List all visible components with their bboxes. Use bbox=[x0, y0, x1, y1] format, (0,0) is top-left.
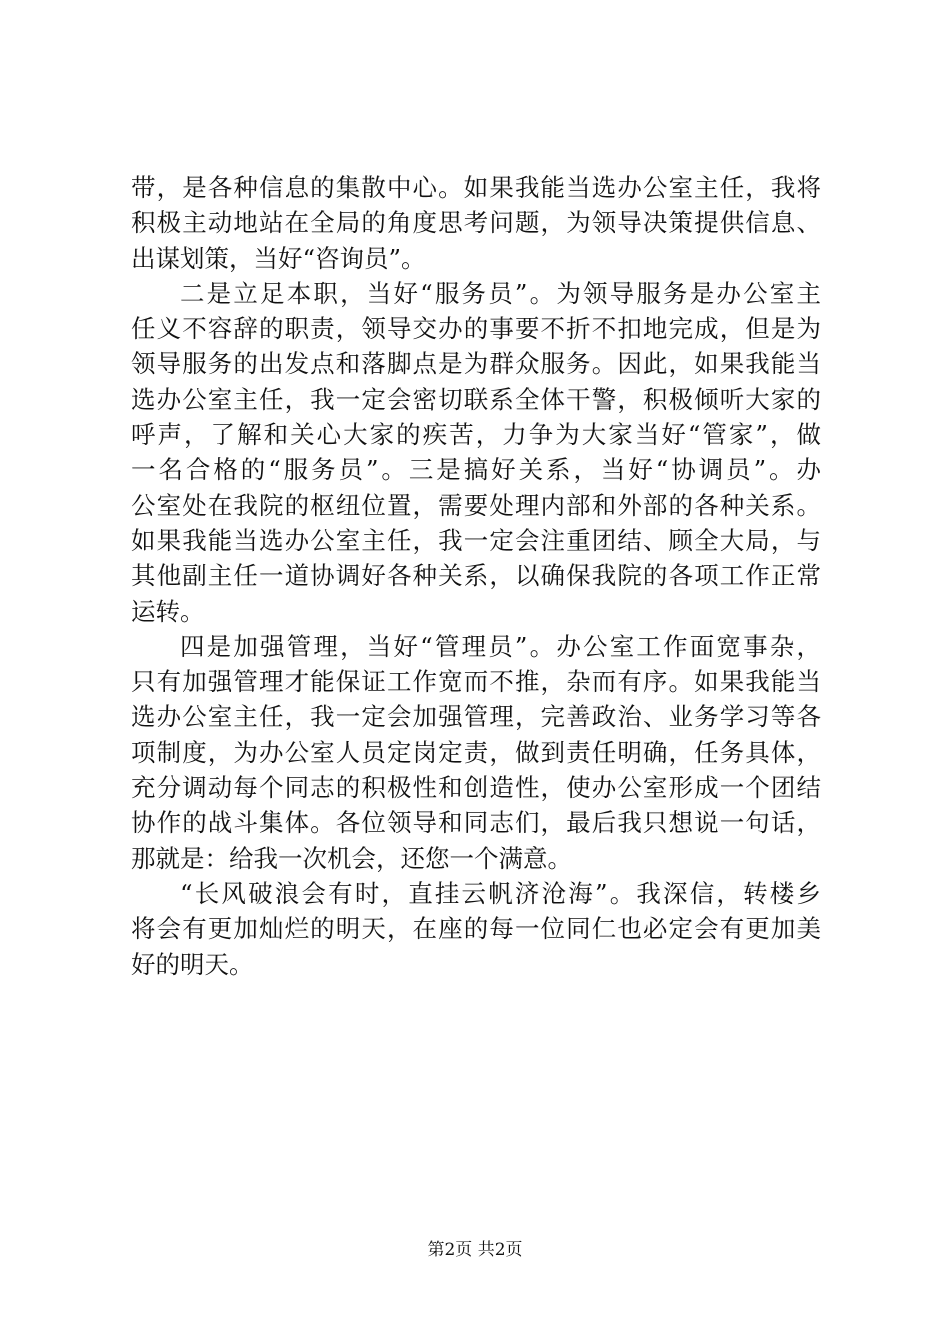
text-line: 项制度，为办公室人员定岗定责，做到责任明确，任务具体， bbox=[131, 737, 821, 767]
text-line: 积极主动地站在全局的角度思考问题，为领导决策提供信息、 bbox=[131, 208, 821, 238]
text-line: 只有加强管理才能保证工作宽而不推，杂而有序。如果我能当 bbox=[131, 667, 821, 697]
text-line: 运转。 bbox=[131, 596, 205, 626]
text-line: 选办公室主任，我一定会加强管理，完善政治、业务学习等各 bbox=[131, 702, 821, 732]
text-line: 协作的战斗集体。各位领导和同志们，最后我只想说一句话， bbox=[131, 808, 821, 838]
text-line: 如果我能当选办公室主任，我一定会注重团结、顾全大局，与 bbox=[131, 525, 821, 555]
body-text bbox=[131, 170, 821, 982]
text-line: 选办公室主任，我一定会密切联系全体干警，积极倾听大家的 bbox=[131, 384, 821, 414]
text-line: 其他副主任一道协调好各种关系，以确保我院的各项工作正常 bbox=[131, 561, 821, 591]
text-line: 呼声，了解和关心大家的疾苦，力争为大家当好“管家”，做 bbox=[131, 420, 821, 450]
paragraph-start-line: 二是立足本职，当好“服务员”。为领导服务是办公室主 bbox=[180, 278, 821, 308]
text-line: 出谋划策，当好“咨询员”。 bbox=[131, 243, 426, 273]
text-line: 好的明天。 bbox=[131, 949, 254, 979]
text-line: 任义不容辞的职责，领导交办的事要不折不扣地完成，但是为 bbox=[131, 314, 821, 344]
text-line: 充分调动每个同志的积极性和创造性，使办公室形成一个团结 bbox=[131, 773, 821, 803]
text-line: 那就是：给我一次机会，还您一个满意。 bbox=[131, 843, 572, 873]
text-line: 领导服务的出发点和落脚点是为群众服务。因此，如果我能当 bbox=[131, 349, 821, 379]
text-line: 带，是各种信息的集散中心。如果我能当选办公室主任，我将 bbox=[131, 173, 821, 202]
text-line: 将会有更加灿烂的明天，在座的每一位同仁也必定会有更加美 bbox=[131, 914, 821, 944]
text-line: 公室处在我院的枢纽位置，需要处理内部和外部的各种关系。 bbox=[131, 490, 821, 520]
text-line: 一名合格的“服务员”。三是搞好关系，当好“协调员”。办 bbox=[131, 455, 821, 485]
paragraph-start-line: 四是加强管理，当好“管理员”。办公室工作面宽事杂， bbox=[180, 631, 821, 661]
page-number-footer: 第2页 共2页 bbox=[427, 1240, 523, 1260]
paragraph-start-line: “长风破浪会有时，直挂云帆济沧海”。我深信，转楼乡 bbox=[180, 878, 821, 908]
